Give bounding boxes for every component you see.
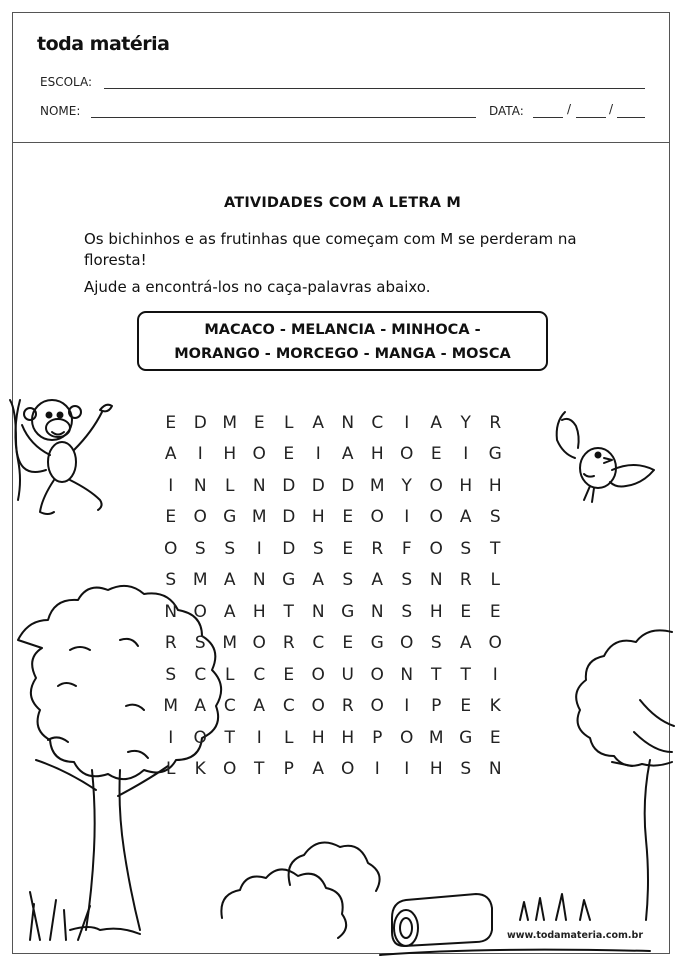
grid-letter[interactable]: O [193,727,207,748]
grid-letter[interactable]: O [252,444,266,465]
grid-letter[interactable]: D [193,412,207,433]
grid-letter[interactable]: I [197,444,203,465]
grid-letter[interactable]: I [404,412,410,433]
grid-letter[interactable]: M [163,696,179,717]
grid-letter[interactable]: G [370,633,384,654]
date-separator: / [567,102,572,116]
grid-row [156,502,510,534]
grid-letter[interactable]: H [429,759,443,780]
grid-letter[interactable]: G [282,570,296,591]
grid-letter[interactable]: N [252,570,266,591]
grid-letter[interactable]: A [430,412,443,433]
grid-row [156,565,510,597]
word-search-grid [156,407,510,785]
grid-letter[interactable]: O [193,507,207,528]
grid-letter[interactable]: S [460,759,472,780]
grid-letter[interactable]: A [223,570,236,591]
grid-letter[interactable]: R [341,696,354,717]
grid-row [156,596,510,628]
grid-letter[interactable]: U [341,664,354,685]
grid-letter[interactable]: I [492,664,498,685]
grid-letter[interactable]: N [400,664,414,685]
grid-letter[interactable]: O [429,538,443,559]
grid-letter[interactable]: L [225,475,235,496]
grid-letter[interactable]: L [284,727,294,748]
grid-letter[interactable]: F [401,538,412,559]
word-list-line: MORANGO - MORCEGO - MANGA - MOSCA [174,346,511,362]
grid-row [156,439,510,471]
grid-letter[interactable]: I [315,444,321,465]
grid-letter[interactable]: O [370,696,384,717]
grid-letter[interactable]: S [401,570,413,591]
grid-letter[interactable]: O [400,444,414,465]
grid-letter[interactable]: T [224,727,235,748]
grid-letter[interactable]: S [194,633,206,654]
grid-letter[interactable]: G [223,507,237,528]
grid-letter[interactable]: C [223,696,236,717]
grid-letter[interactable]: N [341,412,355,433]
grid-letter[interactable]: O [223,759,237,780]
grid-letter[interactable]: S [430,633,442,654]
grid-letter[interactable]: A [194,696,207,717]
grid-letter[interactable]: P [283,759,294,780]
grid-letter[interactable]: O [252,633,266,654]
grid-letter[interactable]: P [431,696,442,717]
grid-letter[interactable]: A [253,696,266,717]
grid-letter[interactable]: I [256,538,262,559]
grid-letter[interactable]: I [404,759,410,780]
grid-letter[interactable]: R [282,633,295,654]
nome-label: NOME: [40,104,81,118]
grid-letter[interactable]: D [341,475,355,496]
grid-row [156,533,510,565]
grid-letter[interactable]: M [222,412,238,433]
grid-letter[interactable]: Y [401,475,412,496]
grid-row [156,470,510,502]
date-separator: / [609,102,614,116]
grid-letter[interactable]: I [374,759,380,780]
grid-letter[interactable]: I [168,475,174,496]
grid-letter[interactable]: E [283,664,295,685]
grid-letter[interactable]: O [311,664,325,685]
grid-letter[interactable]: S [460,538,472,559]
grid-letter[interactable]: E [253,412,265,433]
grid-letter[interactable]: O [193,601,207,622]
grid-letter[interactable]: N [252,475,266,496]
grid-letter[interactable]: N [429,570,443,591]
grid-letter[interactable]: K [489,696,501,717]
grid-letter[interactable]: O [429,475,443,496]
grid-letter[interactable]: E [165,412,177,433]
grid-letter[interactable]: I [463,444,469,465]
grid-letter[interactable]: O [164,538,178,559]
grid-letter[interactable]: G [341,601,355,622]
grid-letter[interactable]: H [311,507,325,528]
grid-letter[interactable]: M [192,570,208,591]
grid-letter[interactable]: A [371,570,384,591]
grid-letter[interactable]: A [223,601,236,622]
grid-letter[interactable]: S [165,664,177,685]
grid-letter[interactable]: H [370,444,384,465]
grid-letter[interactable]: E [165,507,177,528]
grid-letter[interactable]: T [431,664,442,685]
grid-row [156,722,510,754]
grid-letter[interactable]: C [312,633,325,654]
grid-letter[interactable]: E [489,727,501,748]
monkey-illustration [10,400,112,514]
grid-letter[interactable]: D [311,475,325,496]
grid-letter[interactable]: M [222,633,238,654]
grid-letter[interactable]: O [488,633,502,654]
grid-letter[interactable]: S [401,601,413,622]
grid-letter[interactable]: R [489,412,502,433]
grid-letter[interactable]: G [488,444,502,465]
grid-letter[interactable]: S [489,507,501,528]
grid-letter[interactable]: T [254,759,265,780]
grid-row [156,659,510,691]
grid-letter[interactable]: L [225,664,235,685]
grid-row [156,754,510,786]
grid-letter[interactable]: D [282,538,296,559]
grid-letter[interactable]: S [194,538,206,559]
grid-letter[interactable]: H [429,601,443,622]
word-list-line: MACACO - MELANCIA - MINHOCA - [204,322,481,338]
grid-letter[interactable]: N [164,601,178,622]
grid-letter[interactable]: D [282,475,296,496]
escola-label: ESCOLA: [40,75,93,89]
grid-letter[interactable]: E [342,507,354,528]
grid-letter[interactable]: L [284,412,294,433]
grid-letter[interactable]: E [460,601,472,622]
grid-letter[interactable]: A [312,759,325,780]
grid-letter[interactable]: N [488,759,502,780]
grid-letter[interactable]: O [370,507,384,528]
grid-row [156,691,510,723]
grid-letter[interactable]: S [342,570,354,591]
grid-letter[interactable]: S [312,538,324,559]
grid-letter[interactable]: I [404,696,410,717]
grid-letter[interactable]: H [311,727,325,748]
grid-letter[interactable]: T [490,538,501,559]
grid-letter[interactable]: A [164,444,177,465]
intro-text: Os bichinhos e as frutinhas que começam com M se perderam na floresta! [84,230,577,269]
grid-letter[interactable]: C [253,664,266,685]
grid-letter[interactable]: L [166,759,176,780]
grid-letter[interactable]: A [312,570,325,591]
grid-letter[interactable]: C [371,412,384,433]
bird-illustration [557,412,654,502]
grid-letter[interactable]: E [342,538,354,559]
grid-letter[interactable]: H [459,475,473,496]
logo: toda matéria [37,33,170,55]
grid-letter[interactable]: T [283,601,294,622]
grid-letter[interactable]: K [194,759,206,780]
grid-letter[interactable]: A [459,633,472,654]
grid-letter[interactable]: I [404,507,410,528]
grid-letter[interactable]: H [252,601,266,622]
grid-letter[interactable]: T [460,664,471,685]
grid-letter[interactable]: N [370,601,384,622]
data-label: DATA: [489,104,524,118]
grid-letter[interactable]: S [165,570,177,591]
grid-letter[interactable]: H [223,444,237,465]
grid-letter[interactable]: O [311,696,325,717]
grid-letter[interactable]: A [459,507,472,528]
grid-letter[interactable]: M [369,475,385,496]
grid-letter[interactable]: M [428,727,444,748]
grid-letter[interactable]: H [341,727,355,748]
grid-letter[interactable]: E [430,444,442,465]
grid-letter[interactable]: E [460,696,472,717]
grid-letter[interactable]: E [489,601,501,622]
grid-letter[interactable]: A [341,444,354,465]
grid-letter[interactable]: C [282,696,295,717]
grid-letter[interactable]: E [342,633,354,654]
grid-letter[interactable]: M [251,507,267,528]
grid-row [156,628,510,660]
grid-letter[interactable]: O [400,727,414,748]
grid-letter[interactable]: C [194,664,207,685]
grid-letter[interactable]: S [224,538,236,559]
grid-letter[interactable]: E [283,444,295,465]
grid-letter[interactable]: I [168,727,174,748]
grid-letter[interactable]: O [370,664,384,685]
grid-letter[interactable]: I [256,727,262,748]
grid-letter[interactable]: Y [460,412,471,433]
grid-letter[interactable]: A [312,412,325,433]
grid-letter[interactable]: O [429,507,443,528]
grid-row [156,407,510,439]
grid-letter[interactable]: N [193,475,207,496]
grid-letter[interactable]: R [459,570,472,591]
grid-letter[interactable]: R [371,538,384,559]
footer-url: www.todamateria.com.br [506,930,643,941]
grid-letter[interactable]: L [490,570,500,591]
grid-letter[interactable]: R [164,633,177,654]
grid-letter[interactable]: O [341,759,355,780]
instruction-text: Ajude a encontrá-los no caça-palavras abaixo. [84,278,431,296]
activity-title: ATIVIDADES COM A LETRA M [223,195,462,211]
grid-letter[interactable]: P [372,727,383,748]
grid-letter[interactable]: G [459,727,473,748]
grid-letter[interactable]: D [282,507,296,528]
grid-letter[interactable]: H [488,475,502,496]
bush-illustration [576,630,674,920]
grid-letter[interactable]: N [311,601,325,622]
grid-letter[interactable]: O [400,633,414,654]
